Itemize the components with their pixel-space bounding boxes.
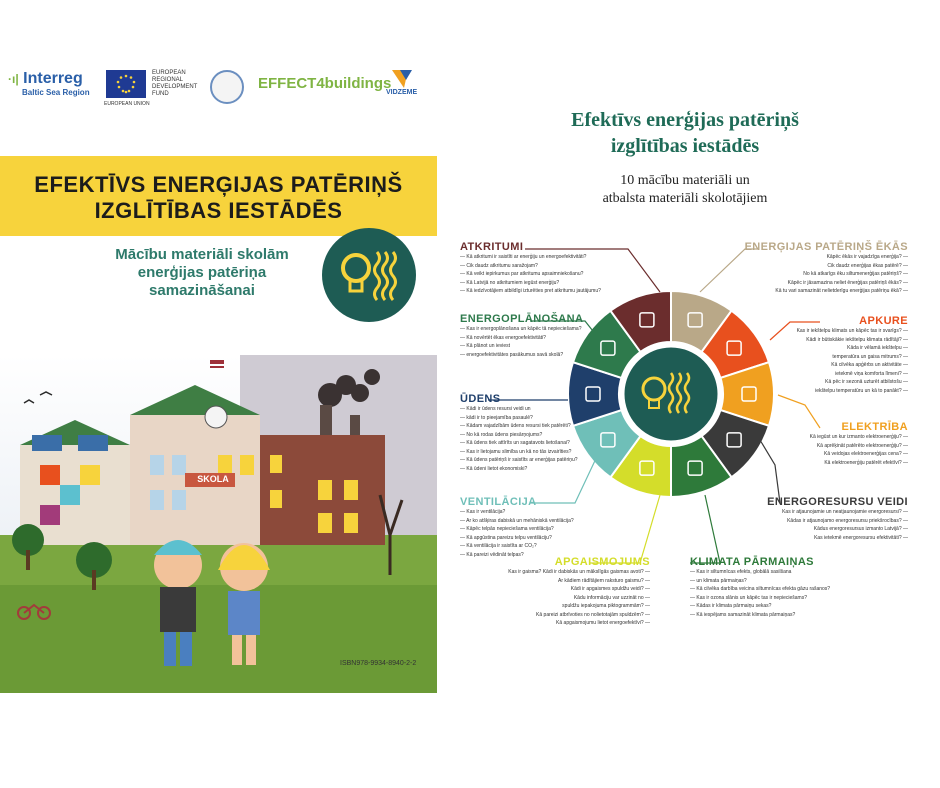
section-item: Ar kādiem rādītājiem raksturo gaismu? — — [508, 577, 650, 586]
section-title: APKURE — [859, 315, 908, 327]
section-item: Kāpēc ir jāsamazina neliet ēnerģijas patēriņš ēkās? — — [745, 279, 908, 288]
section-item: — Kas ir ventilācija? — [460, 508, 574, 517]
infographic-subtitle-line2: atbalsta materiāli skolotājiem — [602, 191, 768, 206]
section-title: ENERGORESURSU VEIDI — [767, 496, 908, 508]
section-item: Kā tu vari samazināt nelietderīgu enerģijas patēriņu ēkā? — — [745, 287, 908, 296]
section-item: Kā elektroenerģiju patērēt efektīvi? — — [810, 459, 908, 468]
section-item: — Cik daudz atkritumu saražojam? — [460, 262, 601, 271]
section-energoplanosana — [460, 313, 583, 359]
section-item: temperatūra un gaisa mitrums? — — [797, 353, 908, 362]
section-item: — Kā atkritumi ir saistīti ar enerģiju un energoefektivitāti? — [460, 253, 601, 262]
section-energoresursu — [767, 496, 908, 542]
vidzeme-text: VIDZEME — [386, 89, 418, 96]
section-item: — kādi ir to pieejamība pasaulē? — [460, 414, 578, 423]
section-title: ATKRITUMI — [460, 241, 524, 253]
section-item: Kādi ir būtiskākie iekštelpu klimata rādītāji? — — [797, 336, 908, 345]
section-title: VENTILĀCIJA — [460, 496, 537, 508]
section-item: Kā apgaismojumu lietot energoefektīvi? — — [508, 619, 650, 628]
infographic-title-line2: izglītības iestādēs — [610, 135, 760, 157]
section-item: — Ar ko atšķiras dabiskā un mehāniskā ventilācija? — [460, 517, 574, 526]
section-item: — Kas ir siltumnīcas efekts, globālā sasilšana — [690, 568, 830, 577]
section-item: — Kādam vajadzībām ūdens resursi tiek patērēti? — [460, 422, 578, 431]
section-item: Kādi ir apgaismes spuldžu veidi? — — [508, 585, 650, 594]
section-item: — Kā iespējams samazināt klimata pārmaiņas? — [690, 611, 830, 620]
section-item: Kā veidojas elektroenerģijas cena? — — [810, 450, 908, 459]
section-title: ENERĢIJAS PATĒRIŅŠ ĒKĀS — [744, 241, 908, 253]
section-udens — [460, 393, 578, 473]
section-item: Kā pēc ir sezonā uzturēt atbilstošu — — [797, 378, 908, 387]
section-item: — Kādi ir ūdens resursi veidi un — [460, 405, 578, 414]
section-items — [797, 327, 908, 395]
section-items — [460, 508, 574, 559]
cover-title-line2: IZGLĪTĪBAS IESTĀDĒS — [94, 198, 343, 223]
section-items — [810, 433, 908, 467]
section-item: Kā aprēķināt patērēto elektroenerģiju? — — [810, 442, 908, 451]
cover-subtitle-line3: samazināšanai — [149, 282, 255, 299]
section-item: — No kā rodas ūdens piesārņojums? — [460, 431, 578, 440]
infographic-title-line1: Efektīvs enerģijas patēriņš — [571, 109, 799, 131]
section-item: — Kā novērtēt ēkas energoefektivitāti? — [460, 334, 583, 343]
section-item: — Kā Latvijā no atkritumiem iegūst enerģiju? — [460, 279, 601, 288]
section-apkure — [797, 315, 908, 395]
section-items — [460, 253, 601, 296]
section-item: spuldžu iepakojuma piktogrammām? — — [508, 602, 650, 611]
section-item: Kas ir iekštelpu klimats un kāpēc tas ir svarīgs? — — [797, 327, 908, 336]
interreg-dots-icon: ·ı| — [8, 72, 19, 86]
section-item: — Kā veikt iepirkumus par atkritumu apsaimniekošanu? — [460, 270, 601, 279]
infographic-subtitle-line1: 10 mācību materiāli un — [620, 173, 750, 188]
effect4buildings-logo: EFFECT4buildings — [258, 75, 392, 92]
section-item: — Kā apgūstina pareizu telpu ventilāciju? — [460, 534, 574, 543]
section-item: — energoefektivitātes pasākumus savā skolā? — [460, 351, 583, 360]
isbn-text: ISBN978-9934-8940-2-2 — [340, 660, 417, 667]
section-item: Kāpēc ēkās ir vajadzīga enerģija? — — [745, 253, 908, 262]
section-item: — Kā ventilācija ir saistīta ar CO₂? — [460, 542, 574, 551]
section-klimata — [690, 556, 830, 619]
section-item: Kā pareizi atbrīvoties no nolietotajām spuldzēm? — — [508, 611, 650, 620]
section-item: — Kas ir lietojamu slimība un kā no tās izvairīties? — [460, 448, 578, 457]
section-item: Kāda ir vēlamā iekštelpu — — [797, 344, 908, 353]
section-item: Kādus energoresursus izmanto Latvijā? — — [767, 525, 908, 534]
section-item: — Kā ūdens tiek attīrīts un sagatavots lietošanai? — [460, 439, 578, 448]
school-sign: SKOLA — [197, 474, 229, 484]
section-apgaismojums — [508, 556, 650, 628]
section-atkritumi — [460, 241, 601, 296]
cover-title-line1: EFEKTĪVS ENERĢIJAS PATĒRIŅŠ — [34, 172, 403, 197]
section-item: — un klimata pārmaiņas? — [690, 577, 830, 586]
section-items — [767, 508, 908, 542]
section-item: ietekmē viņa komforta līmeni? — — [797, 370, 908, 379]
section-item: iekštelpu temperatūru un kā to panākt? — — [797, 387, 908, 396]
section-ekas — [745, 241, 908, 296]
section-item: Kā cilvēka apģērbs un aktivitāte — — [797, 361, 908, 370]
section-title: ENERGOPLĀNOŠANA — [460, 313, 584, 325]
section-item: No kā atkarīgs ēku siltumenerģijas patēriņš? — — [745, 270, 908, 279]
interreg-sub: Baltic Sea Region — [22, 88, 90, 97]
interreg-text: Interreg — [23, 70, 83, 87]
section-item: Cik daudz enerģijas ēkas patērē? — — [745, 262, 908, 271]
section-item: Kādas ir atjaunojamo energoresursu priekšrocības? — — [767, 517, 908, 526]
section-item: Kas ir gaisma? Kādi ir dabiskās un mākslīgās gaismas avoti? — — [508, 568, 650, 577]
section-item: — Kas ir ozona slānis un kāpēc tas ir nepieciešams? — [690, 594, 830, 603]
section-ventilacija — [460, 496, 574, 559]
section-item: — Kā iedzīvotājiem atbildīgi izturēties pret atkritumu jautājumu? — [460, 287, 601, 296]
section-item: — Kā cilvēka darbība veicina siltumnīcas efekta gāzu rašanos? — [690, 585, 830, 594]
section-title: APGAISMOJUMS — [554, 556, 650, 568]
section-item: — Kādas ir klimata pārmaiņu sekas? — [690, 602, 830, 611]
section-item: — Kā pareizi vēdināt telpas? — [460, 551, 574, 560]
section-item: — Kā plānot un ieviest — [460, 342, 583, 351]
section-items — [460, 325, 583, 359]
section-items — [460, 405, 578, 473]
section-items — [508, 568, 650, 628]
section-title: KLIMATA PĀRMAIŅAS — [690, 556, 814, 568]
section-item: — Kas ir energoplānošana un kāpēc tā nepieciešama? — [460, 325, 583, 334]
section-title: ELEKTRĪBA — [841, 421, 908, 433]
section-elektriba — [810, 421, 908, 467]
section-title: ŪDENS — [460, 393, 501, 405]
section-item: Kas ietekmē energoresursu efektivitāti? — — [767, 534, 908, 543]
section-item: — Kā ūdeni lietot ekonomiski? — [460, 465, 578, 474]
section-item: Kādu informāciju var uzzināt no — — [508, 594, 650, 603]
section-item: Kas ir atjaunojamie un neatjaunojamie energoresursi? — — [767, 508, 908, 517]
cover-subtitle-line2: enerģijas patēriņa — [137, 264, 267, 281]
section-items — [745, 253, 908, 296]
eu-tag: EUROPEAN UNION — [104, 101, 150, 107]
cover-subtitle-line1: Mācību materiāli skolām — [115, 246, 289, 263]
section-item: — Kā ūdens patēriņš ir saistīts ar enerģijas patēriņu? — [460, 456, 578, 465]
section-item: Kā iegūst un kur izmanto elektroenerģiju? — — [810, 433, 908, 442]
section-items — [690, 568, 830, 619]
section-item: — Kāpēc telpās nepieciešama ventilācija? — [460, 525, 574, 534]
eu-fund-text: EUROPEAN REGIONAL DEVELOPMENT FUND — [152, 70, 198, 97]
